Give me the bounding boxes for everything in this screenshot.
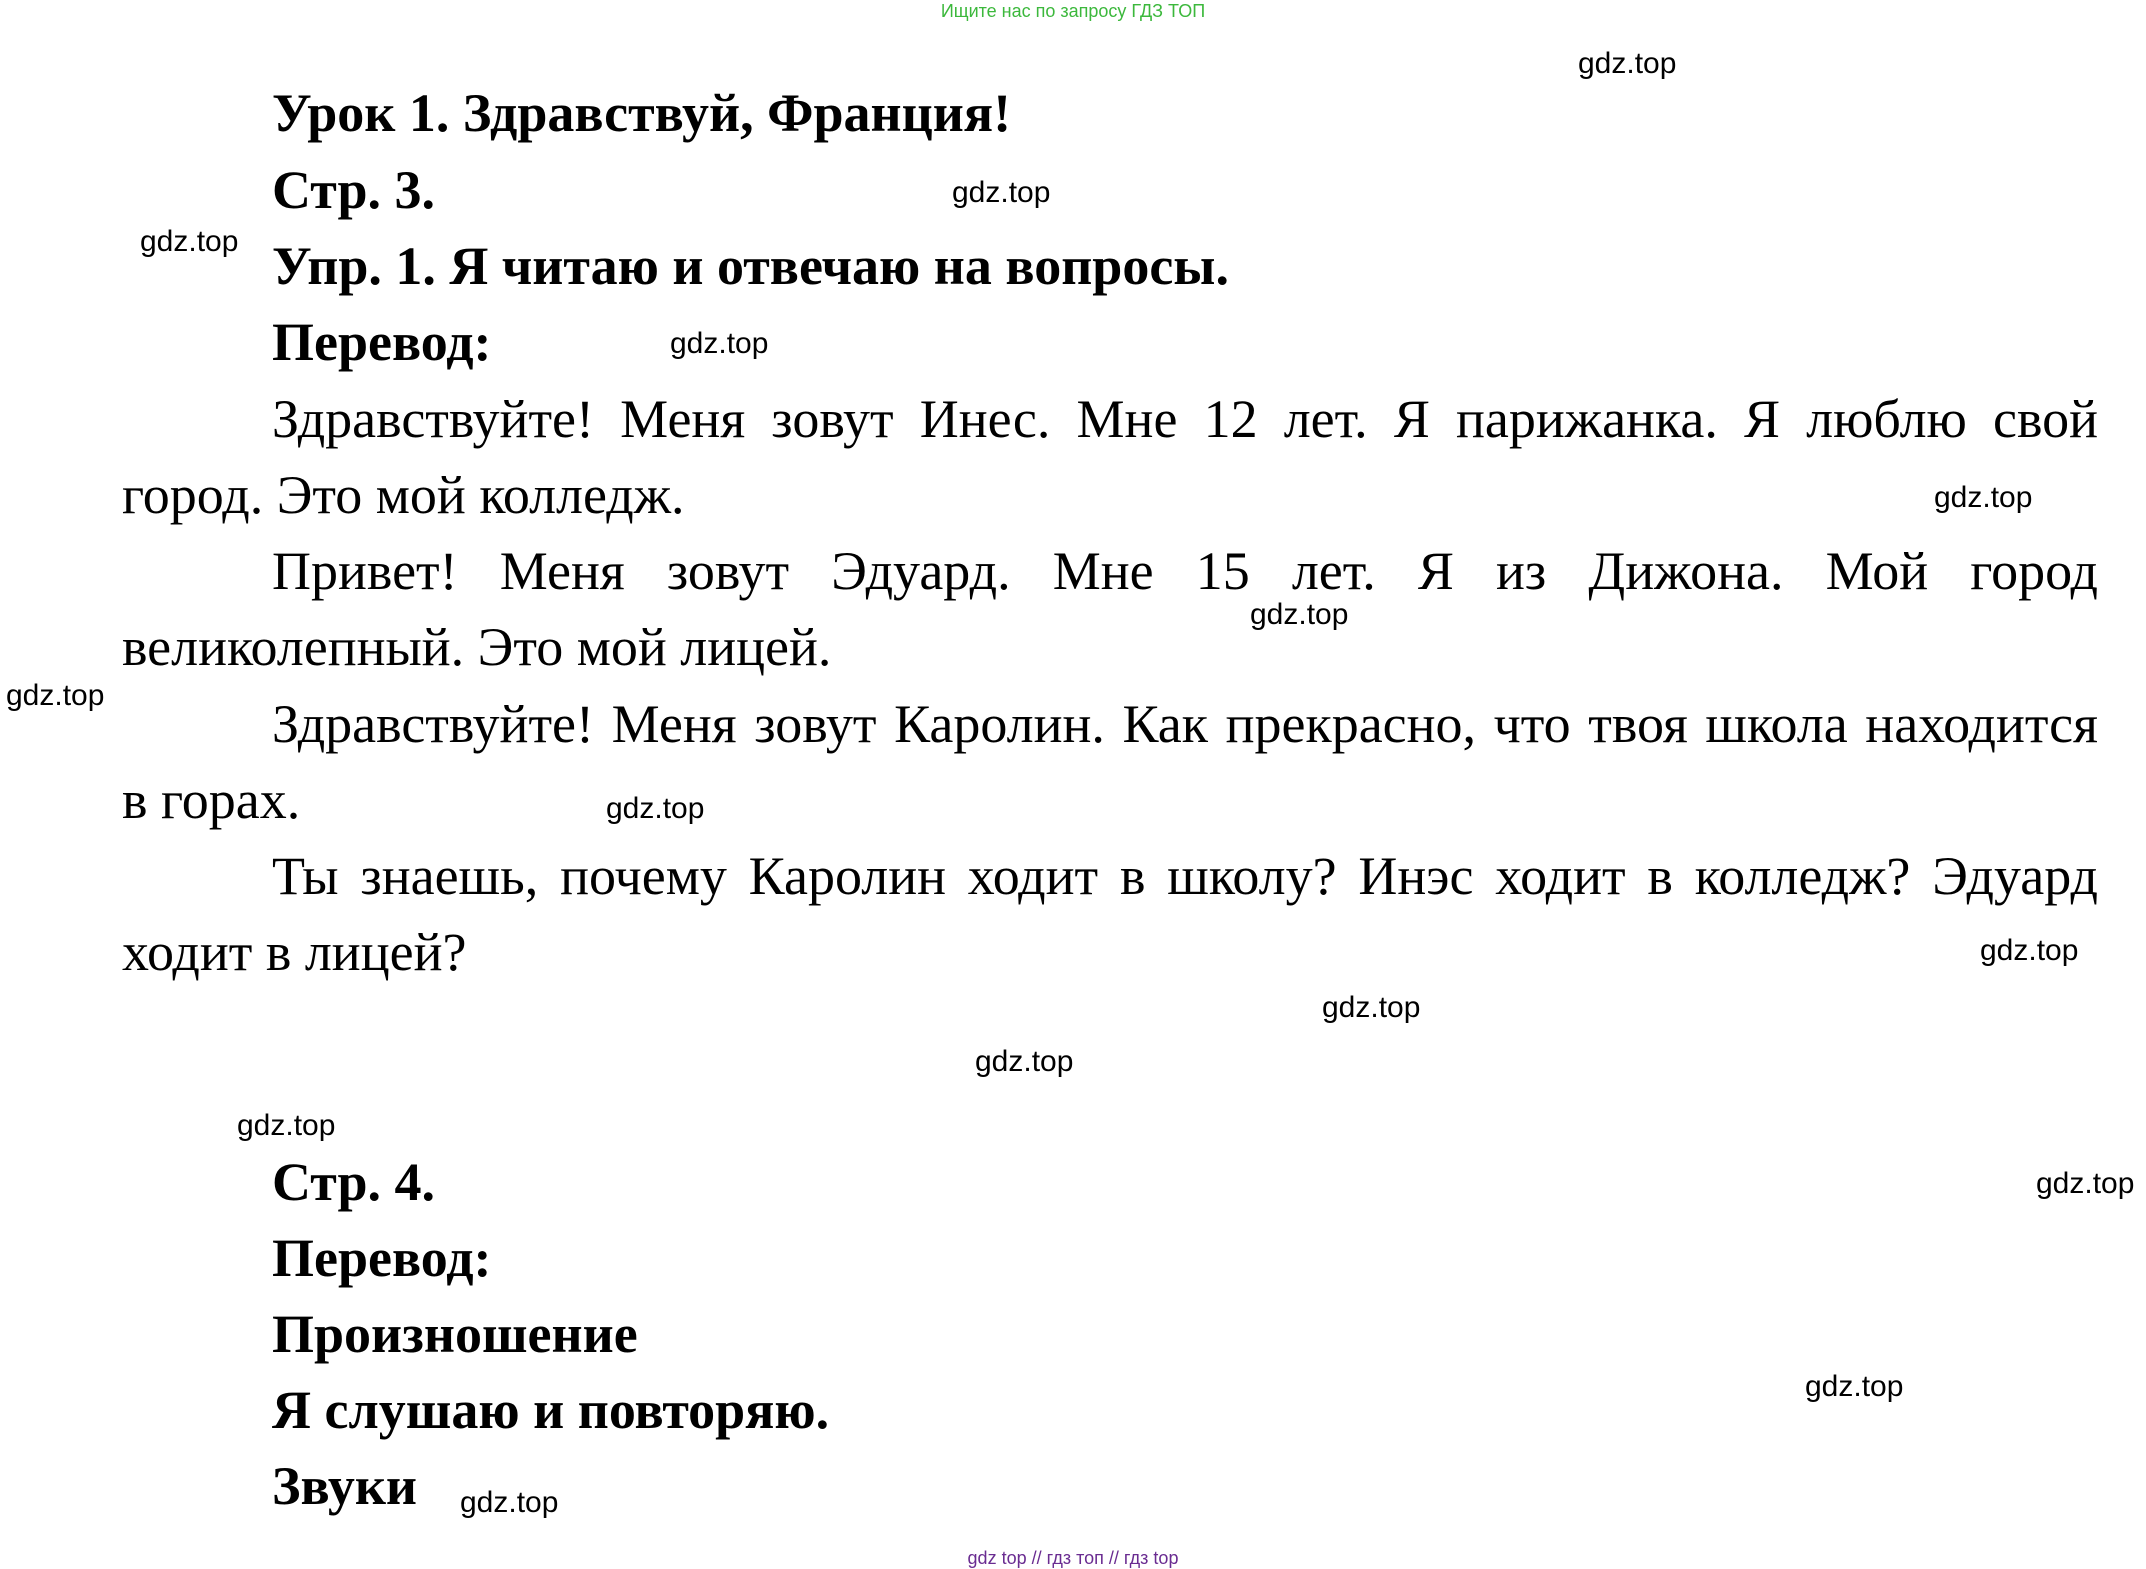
sounds-heading: Звуки <box>272 1456 418 1516</box>
translation-label: Перевод: <box>272 312 492 372</box>
pronunciation-heading: Произношение <box>272 1304 638 1364</box>
header-search-banner: Ищите нас по запросу ГДЗ ТОП <box>940 1 1206 21</box>
watermark: gdz.top <box>1934 481 2033 514</box>
watermark: gdz.top <box>2036 1167 2135 1200</box>
watermark: gdz.top <box>140 225 239 258</box>
watermark: gdz.top <box>1578 47 1677 80</box>
footer-banner: gdz top // гдз топ // гдз top <box>967 1548 1179 1568</box>
page-4-label: Стр. 4. <box>272 1152 436 1212</box>
watermark: gdz.top <box>1250 598 1349 631</box>
watermark: gdz.top <box>952 176 1051 209</box>
watermark: gdz.top <box>460 1486 559 1519</box>
listen-repeat-heading: Я слушаю и повторяю. <box>272 1380 830 1440</box>
translation-paragraph-eduard: Привет! Меня зовут Эдуард. Мне 15 лет. Я из Дижона. Мой город великолепный. Это мой лицей. <box>122 541 2098 677</box>
translation-paragraph-ines: Здравствуйте! Меня зовут Инес. Мне 12 лет. Я парижанка. Я люблю свой город. Это мой колледж. <box>122 389 2098 525</box>
watermark: gdz.top <box>606 792 705 825</box>
translation-paragraph-questions: Ты знаешь, почему Каролин ходит в школу? Инэс ходит в колледж? Эдуард ходит в лицей? <box>122 846 2098 982</box>
page-3-label: Стр. 3. <box>272 160 436 220</box>
watermark: gdz.top <box>237 1109 336 1142</box>
watermark: gdz.top <box>1805 1370 1904 1403</box>
watermark: gdz.top <box>670 327 769 360</box>
watermark: gdz.top <box>6 679 105 712</box>
exercise-1-title: Упр. 1. Я читаю и отвечаю на вопросы. <box>272 236 1229 296</box>
translation-label-page-4: Перевод: <box>272 1228 492 1288</box>
translation-paragraph-caroline: Здравствуйте! Меня зовут Каролин. Как прекрасно, что твоя школа находится в горах. <box>122 694 2098 830</box>
watermark: gdz.top <box>1980 934 2079 967</box>
watermark: gdz.top <box>975 1045 1074 1078</box>
watermark: gdz.top <box>1322 991 1421 1024</box>
lesson-title: Урок 1. Здравствуй, Франция! <box>272 83 1012 143</box>
